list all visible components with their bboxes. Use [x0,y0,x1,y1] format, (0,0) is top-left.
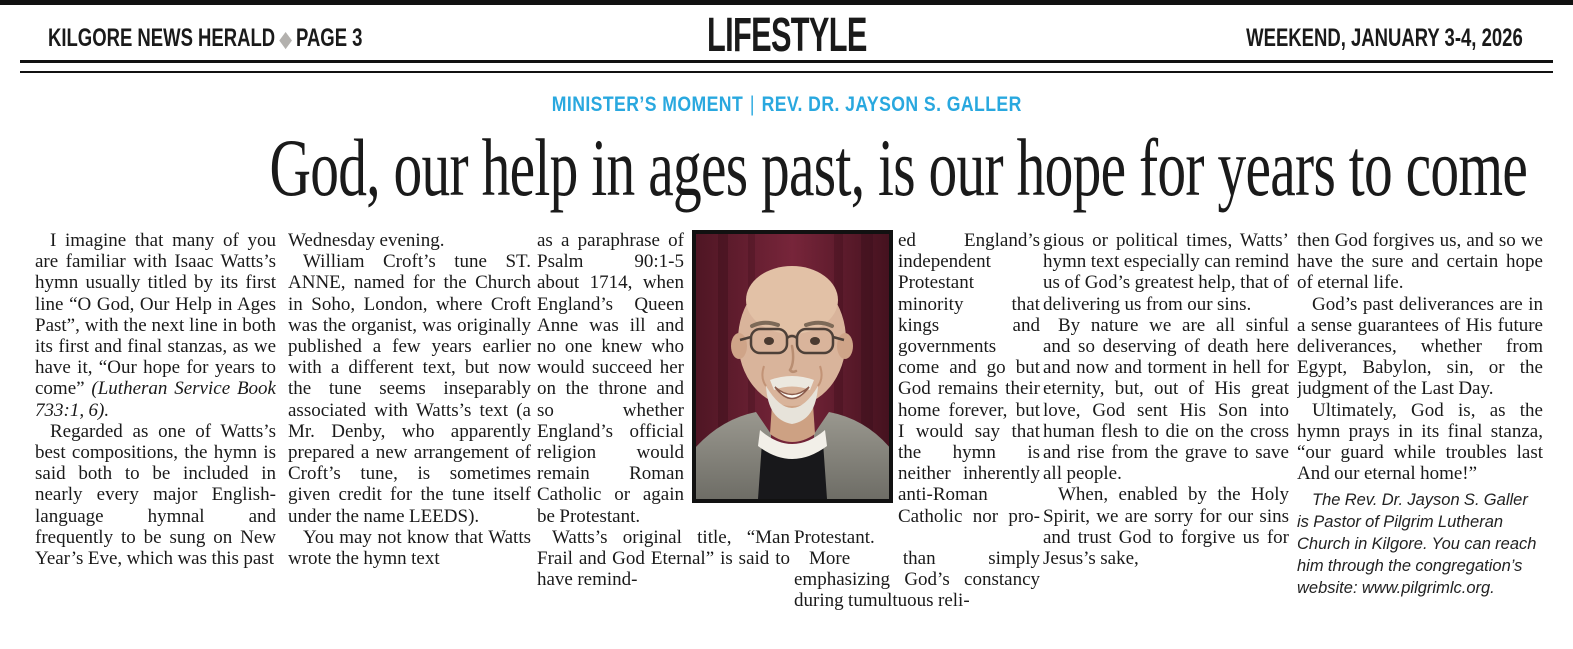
paragraph: Watts’s original title, “Man Frail and God Eternal” is said to have remind- [537,526,790,591]
masthead-double-rule [20,60,1553,73]
article-column-1 [35,230,276,644]
paragraph: gious or political times, Watts’ hymn text especially can remind us of God’s greatest help, that of delivering us from our sins. [1043,230,1289,315]
column-name: MINISTER’S MOMENT [551,93,743,116]
paragraph: ed England’s independent Protestant minority that kings and governments come and go but God remains their home forever, but I would say that the hymn is neither inherently anti-Roman Catholic nor pro-Protestant. [794,230,1040,548]
page-top-rule [0,0,1573,5]
article-column-6 [1297,230,1543,644]
paragraph: Wednesday evening. [288,230,445,251]
newspaper-name: KILGORE NEWS HERALD [48,24,276,52]
kicker-separator: | [749,93,755,116]
diamond-icon: ◆ [279,28,292,51]
kicker [0,93,1573,117]
headline-text: God, our help in ages past, is our hope for years to come [269,122,1528,213]
paragraph: You may not know that Watts wrote the hymn text [288,526,531,570]
article-column-2 [288,230,531,644]
paragraph: as a paraphrase of Psalm 90:1-5 about 1714, when England’s Queen Anne was ill and no one knew who would succeed her on the throne and so whether England’s official religion would remain Roman Catholic or again be Protestant. [537,230,684,527]
page-number-label: PAGE 3 [295,24,363,52]
author-bio: The Rev. Dr. Jayson S. Galler is Pastor of Pilgrim Lutheran Church in Kilgore. You can reach him through the congregation’s website: www.pilgrimlc.org. [1297,491,1537,597]
paragraph: God’s past deliverances are in a sense guarantees of His future deliverances, whether from Egypt, Babylon, sin, or the judgment of the Last Day. [1297,293,1543,400]
paragraph: William Croft’s tune ST. ANNE, named for the Church in Soho, London, where Croft was the organist, was originally published a few years earlier with a different text, but now the tune seems inseparably associated with Watts’s text (a Mr. Denby, who apparently prepared a new arrangement of Croft’s tune, is sometimes given credit for the tune itself under the name LEEDS). [288,251,531,527]
article-column-5 [1043,230,1289,644]
portrait-photo [692,230,893,503]
paragraph: Regarded as one of Watts’s best compositions, the hymn is said both to be included in nearly every major English-language hymnal and frequently to be sung on New Year’s Eve, which was this past [35,420,276,570]
paragraph: then God forgives us, and so we have the sure and certain hope of eternal life. [1297,230,1543,294]
paragraph: When, enabled by the Holy Spirit, we are sorry for our sins and trust God to forgive us for Jesus’s sake, [1043,484,1289,570]
paragraph: By nature we are all sinful and so deserving of death here and now and torment in hell for eternity, but, out of His great love, God sent His Son into human flesh to die on the cross and rise from the grave to save all people. [1043,314,1289,485]
masthead-right [1149,24,1523,53]
headline [0,121,1573,215]
paragraph: More than simply emphasizing God’s constancy during tumultuous reli- [794,548,1040,612]
portrait-illustration [696,234,889,499]
paragraph: I imagine that many of you are familiar with Isaac Watts’s hymn usually titled by its first line “O God, Our Help in Ages Past”, with the next line in both its first and final stanzas, as we have it, “Our hope for years to come” (Lutheran Service Book 733:1, 6). [35,230,276,421]
section-title: LIFESTYLE [706,9,867,62]
author-name: REV. DR. JAYSON S. GALLER [761,93,1022,116]
paragraph: Ultimately, God is, as the hymn prays in its final stanza, “our guard while troubles last And our eternal home!” [1297,399,1543,485]
issue-date: WEEKEND, JANUARY 3-4, 2026 [1246,24,1523,52]
